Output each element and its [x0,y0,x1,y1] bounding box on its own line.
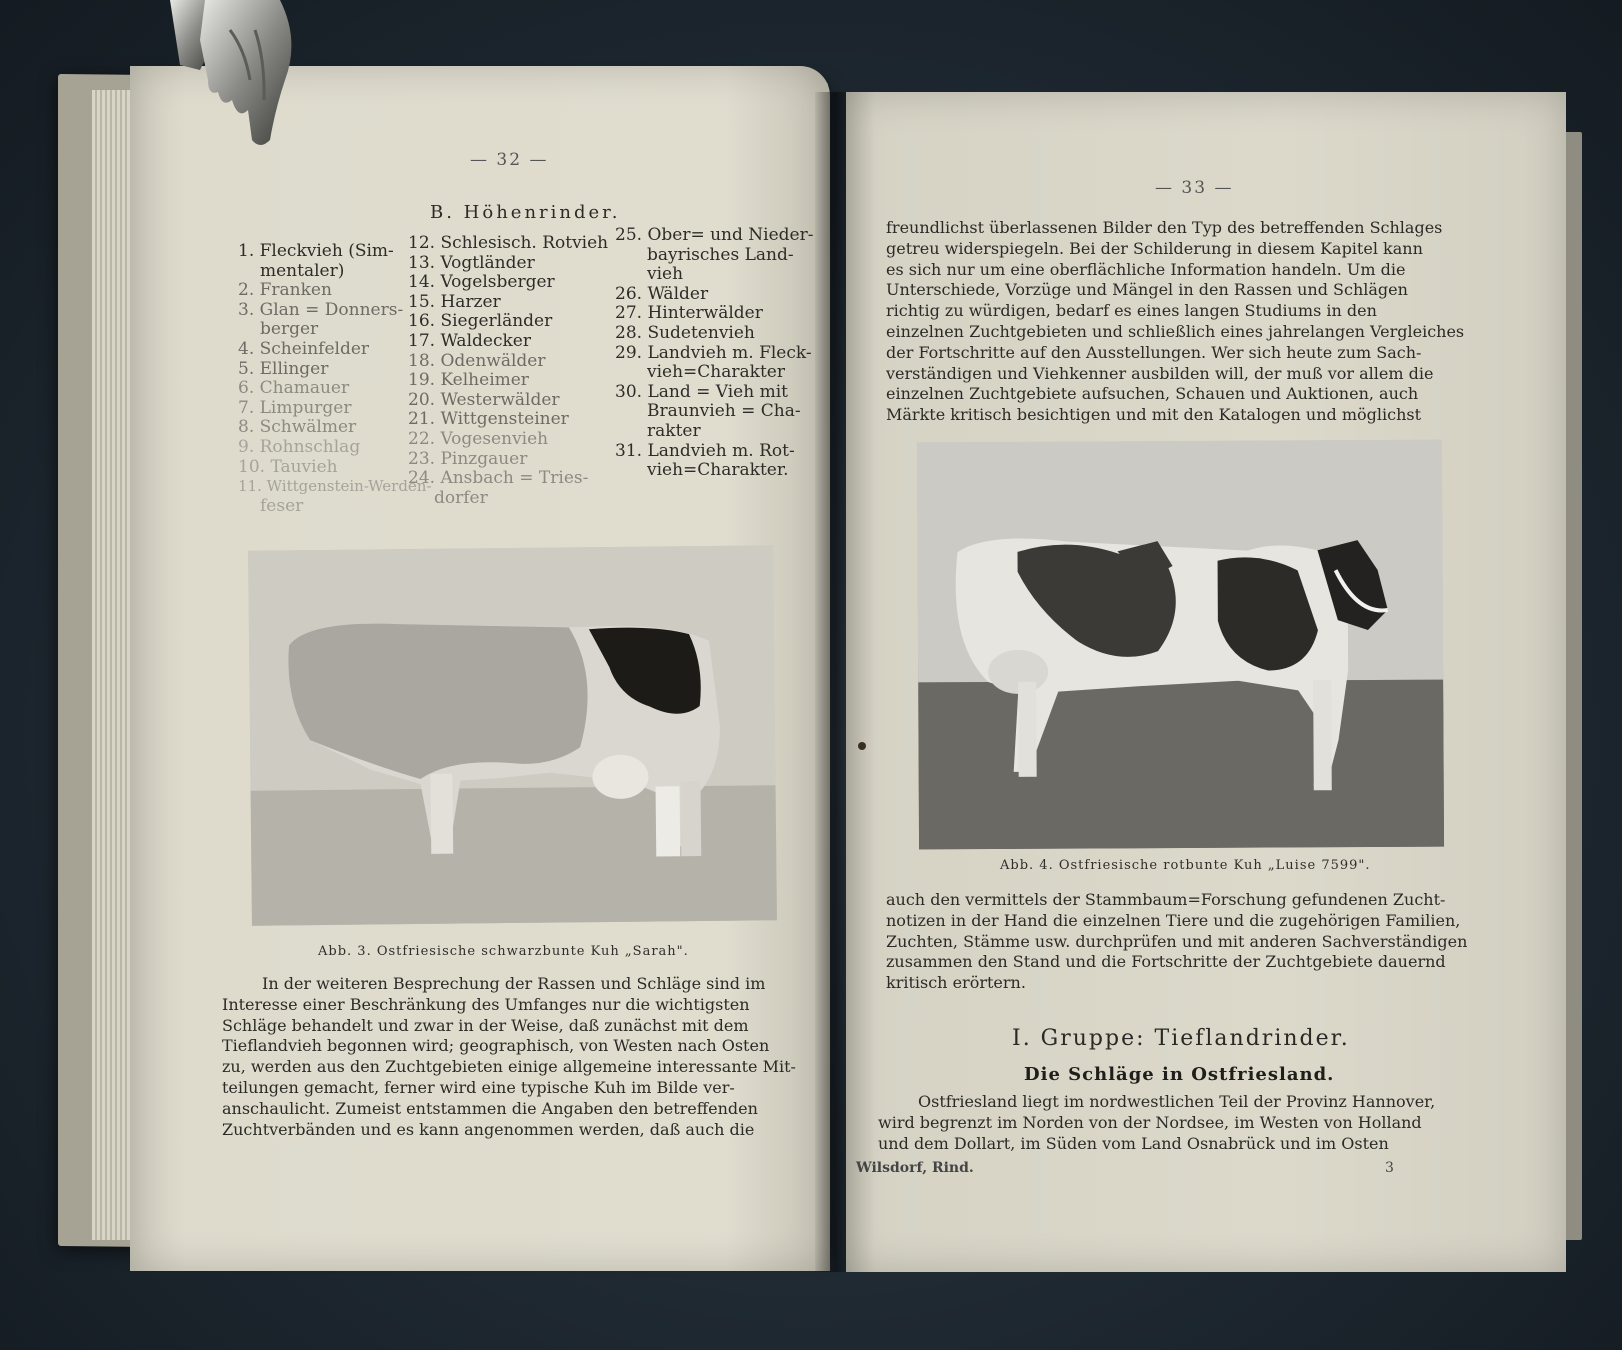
text-line: freundlichst überlassenen Bilder den Typ des betreffenden Schlages [886,218,1443,237]
list-item: 20. Westerwälder [408,389,560,410]
list-item: 5. Ellinger [238,358,329,379]
cow-illustration-black-white [248,545,777,925]
breed-list-col2 [408,234,608,508]
text-line: einzelnen Zuchtgebiete aufsuchen, Schauen und Auktionen, auch [886,384,1419,404]
paper-spot [858,742,866,750]
left-photo-caption: Abb. 3. Ostfriesische schwarzbunte Kuh „Sarah". [318,944,689,959]
cow-illustration-red-white [917,440,1444,850]
right-page-number: — 33 — [1155,178,1234,198]
list-item: 21. Wittgensteiner [408,409,569,430]
hand-bookmark-icon [160,0,310,150]
list-item: 10. Tauvieh [238,456,338,477]
hand-bookmark-icon [160,0,310,150]
list-item: 22. Vogesenvieh [408,428,549,449]
list-item: 31. Landvieh m. Rot- [615,440,795,461]
list-item: 8. Schwälmer [238,417,357,438]
text-line: zusammen den Stand und die Fortschritte der Zuchtgebiete dauernd [886,952,1446,972]
right-mid-paragraph [886,890,1467,994]
list-item: Braunvieh = Cha- [647,401,801,422]
text-line: notizen in der Hand die einzelnen Tiere und die zugehörigen Familien, [886,910,1461,930]
text-line: und dem Dollart, im Süden vom Land Osnabrück und im Osten [878,1133,1389,1153]
list-item: 11. Wittgenstein-Werden- [238,477,432,496]
list-item: 16. Siegerländer [408,311,553,332]
text-line: Interesse einer Beschränkung des Umfanges nur die wichtigsten [222,994,750,1014]
list-item: 25. Ober= und Nieder- [615,225,814,245]
breed-list-col1 [238,242,432,516]
list-item: vieh [647,264,684,285]
text-line: Zuchtverbänden und es kann angenommen werden, daß auch die [222,1119,755,1139]
text-line: Tieflandvieh begonnen wird; geographisch, von Westen nach Osten [222,1036,770,1056]
text-line: getreu widerspiegeln. Bei der Schilderung in diesem Kapitel kann [886,238,1423,258]
list-item: 14. Vogelsberger [408,272,555,293]
list-item: dorfer [434,487,488,508]
list-item: mentaler) [260,260,345,281]
text-line: der Fortschritte auf den Ausstellungen. Wer sich heute zum Sach- [886,342,1422,362]
list-item: 4. Scheinfelder [238,338,370,359]
list-item: 23. Pinzgauer [408,448,528,469]
list-item: 18. Odenwälder [408,350,546,371]
list-item: 28. Sudetenvieh [615,322,755,343]
text-line: es sich nur um eine oberflächliche Information handeln. Um die [886,259,1406,279]
list-item: 17. Waldecker [408,330,531,351]
text-line: Unterschiede, Vorzüge und Mängel in den Rassen und Schlägen [886,280,1408,300]
list-item: 9. Rohnschlag [238,436,361,457]
text-line: anschaulicht. Zumeist entstammen die Angaben den betreffenden [222,1098,758,1118]
list-item: bayrisches Land- [647,244,794,265]
list-item: vieh=Charakter [647,362,785,383]
list-item: 30. Land = Vieh mit [615,381,788,402]
text-line: richtig zu würdigen, bedarf es eines langen Studiums in den [886,301,1377,321]
cow-photo-luise [917,440,1444,850]
text-line: teilungen gemacht, ferner wird eine typische Kuh im Bilde ver- [222,1077,735,1097]
list-item: 15. Harzer [408,291,501,312]
right-bottom-paragraph [878,1092,1435,1154]
list-item: feser [260,495,304,516]
list-item: 29. Landvieh m. Fleck- [615,342,812,363]
text-line: Ostfriesland liegt im nordwestlichen Teil der Provinz Hannover, [918,1092,1436,1111]
list-item: 24. Ansbach = Tries- [408,468,589,489]
left-body-paragraph [222,974,796,1140]
text-line: zu, werden aus den Zuchtgebieten einige allgemeine interessante Mit- [222,1057,796,1077]
text-line: kritisch erörtern. [886,973,1026,993]
list-item: rakter [647,420,701,441]
breed-list-col3 [615,226,813,481]
text-line: wird begrenzt im Norden von der Nordsee, im Westen von Holland [878,1112,1422,1132]
list-item: 1. Fleckvieh (Sim- [238,241,394,261]
right-photo-caption: Abb. 4. Ostfriesische rotbunte Kuh „Luise 7599". [1000,858,1371,873]
left-page-heading: B. Höhenrinder. [430,202,621,223]
text-line: auch den vermittels der Stammbaum=Forschung gefundenen Zucht- [886,890,1446,909]
list-item: 12. Schlesisch. Rotvieh [408,233,609,253]
list-item: berger [260,319,319,340]
cow-photo-sarah [248,545,777,925]
left-page-number: — 32 — [470,150,549,170]
list-item: 19. Kelheimer [408,370,529,391]
page-footer-number: 3 [1385,1160,1394,1176]
section-heading: I. Gruppe: Tieflandrinder. [1012,1026,1350,1051]
text-line: verständigen und Viehkenner ausbilden will, der muß vor allem die [886,363,1434,383]
list-item: 26. Wälder [615,283,709,304]
list-item: 13. Vogtländer [408,252,535,273]
text-line: Zuchten, Stämme usw. durchprüfen und mit anderen Sachverständigen [886,931,1468,951]
list-item: 27. Hinterwälder [615,303,763,324]
text-line: Schläge behandelt und zwar in der Weise, daß zunächst mit dem [222,1015,749,1035]
page-footer-signature: Wilsdorf, Rind. [856,1160,974,1176]
list-item: 6. Chamauer [238,378,350,399]
text-line: Märkte kritisch besichtigen und mit den Katalogen und möglichst [886,405,1422,425]
text-line: einzelnen Zuchtgebieten und schließlich eines jahrelangen Vergleiches [886,321,1465,341]
list-item: 3. Glan = Donners- [238,299,404,320]
list-item: 2. Franken [238,280,332,301]
subsection-heading: Die Schläge in Ostfriesland. [1024,1064,1335,1085]
list-item: vieh=Charakter. [647,460,789,481]
text-line: In der weiteren Besprechung der Rassen und Schläge sind im [262,974,766,993]
right-top-paragraph [886,218,1464,426]
list-item: 7. Limpurger [238,397,352,418]
